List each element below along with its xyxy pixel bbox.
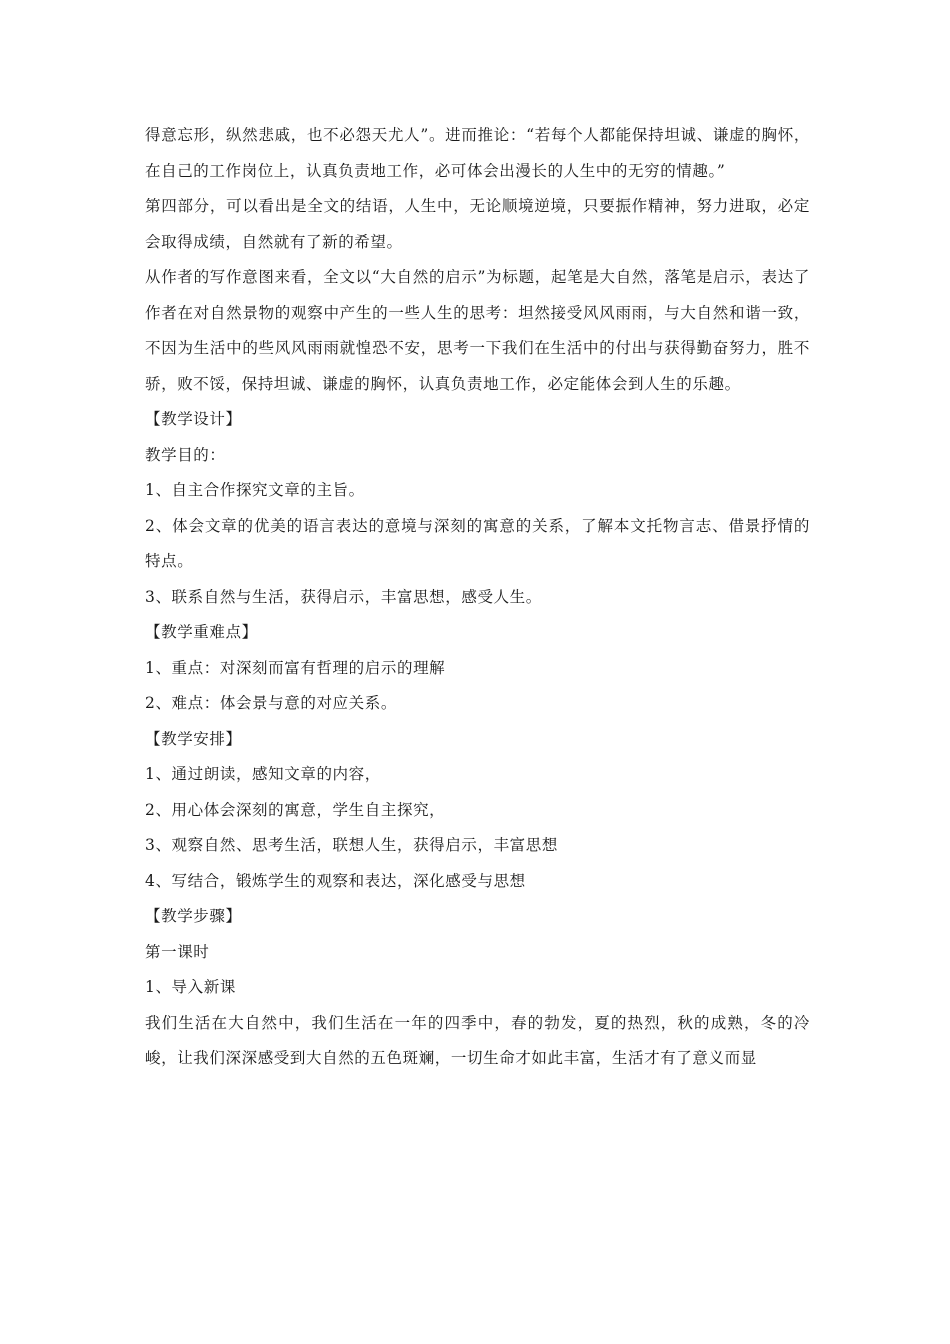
paragraph: 得意忘形，纵然悲戚，也不必怨天尤人”。进而推论：“若每个人都能保持坦诚、谦虚的胸怀，在自己的工作岗位上，认真负责地工作，必可体会出漫长的人生中的无穷的情趣。” bbox=[145, 126, 810, 180]
key-point-item: 2、难点：体会景与意的对应关系。 bbox=[145, 694, 397, 712]
goal-item: 2、体会文章的优美的语言表达的意境与深刻的寓意的关系，了解本文托物言志、借景抒情的特点。 bbox=[145, 516, 810, 570]
lesson-label: 第一课时 bbox=[145, 942, 210, 961]
arrangement-item: 1、通过朗读，感知文章的内容， bbox=[145, 765, 381, 783]
paragraph: 第四部分，可以看出是全文的结语，人生中，无论顺境逆境，只要振作精神，努力进取，必定会取得成绩，自然就有了新的希望。 bbox=[145, 197, 810, 251]
section-heading-key-points: 【教学重难点】 bbox=[145, 623, 258, 641]
section-heading-design: 【教学设计】 bbox=[145, 410, 242, 428]
key-point-item: 1、重点：对深刻而富有哲理的启示的理解 bbox=[145, 658, 446, 677]
intro-paragraph: 我们生活在大自然中，我们生活在一年的四季中，春的勃发，夏的热烈，秋的成熟，冬的冷峻，让我们深深感受到大自然的五色斑斓，一切生命才如此丰富，生活才有了意义而显 bbox=[145, 1013, 810, 1067]
arrangement-item: 3、观察自然、思考生活，联想人生，获得启示，丰富思想 bbox=[145, 836, 558, 854]
goal-item: 1、自主合作探究文章的主旨。 bbox=[145, 481, 365, 499]
goals-label: 教学目的： bbox=[145, 445, 226, 464]
goal-item: 3、联系自然与生活，获得启示，丰富思想，感受人生。 bbox=[145, 587, 542, 606]
document-body bbox=[145, 118, 810, 1077]
section-heading-arrangement: 【教学安排】 bbox=[145, 729, 242, 748]
arrangement-item: 4、写结合，锻炼学生的观察和表达，深化感受与思想 bbox=[145, 871, 526, 890]
step-item: 1、导入新课 bbox=[145, 978, 236, 996]
paragraph: 从作者的写作意图来看，全文以“大自然的启示”为标题，起笔是大自然，落笔是启示，表达了作者在对自然景物的观察中产生的一些人生的思考：坦然接受风风雨雨，与大自然和谐一致，不因为生活中的些风风雨雨就惶恐不安，思考一下我们在生活中的付出与获得勤奋努力，胜不骄，败不馁，保持坦诚、谦虚的胸怀，认真负责地工作，必定能体会到人生的乐趣。 bbox=[145, 268, 810, 393]
arrangement-item: 2、用心体会深刻的寓意，学生自主探究， bbox=[145, 800, 446, 819]
section-heading-steps: 【教学步骤】 bbox=[145, 907, 242, 925]
